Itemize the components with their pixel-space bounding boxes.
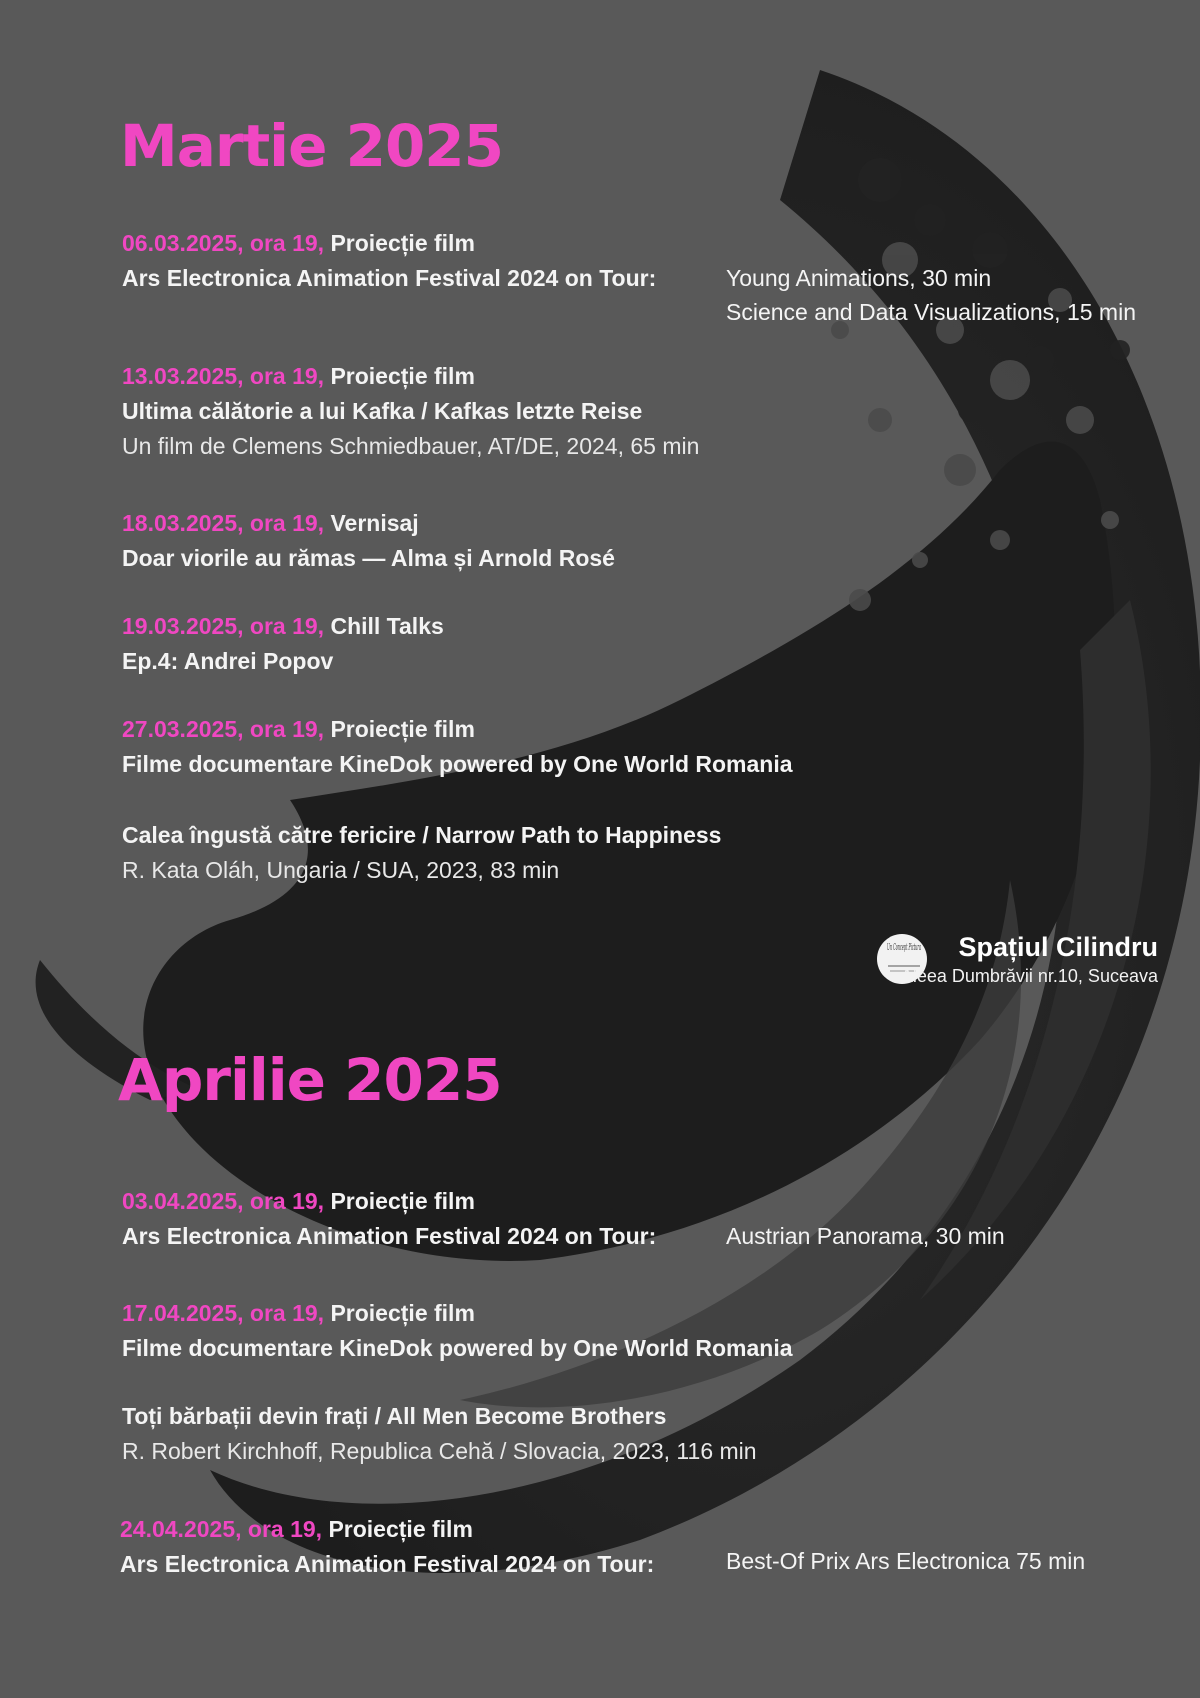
event-part: Science and Data Visualizations, 15 min bbox=[726, 299, 1136, 325]
event-date: 03.04.2025, ora 19, bbox=[122, 1188, 325, 1214]
event-title: Ep.4: Andrei Popov bbox=[122, 648, 334, 674]
event-type: Vernisaj bbox=[330, 510, 419, 536]
event-details: R. Robert Kirchhoff, Republica Cehă / Slovacia, 2023, 116 min bbox=[122, 1438, 757, 1464]
event-april-17 bbox=[122, 1296, 1182, 1469]
event-type: Proiecție film bbox=[330, 363, 475, 389]
film-title: Toți bărbații devin frați / All Men Become Brothers bbox=[122, 1403, 667, 1429]
event-type: Proiecție film bbox=[330, 1188, 475, 1214]
event-march-19 bbox=[122, 609, 1182, 679]
event-march-06 bbox=[122, 226, 1182, 329]
event-type: Chill Talks bbox=[330, 613, 444, 639]
event-title: Ars Electronica Animation Festival 2024 on Tour: bbox=[122, 265, 657, 291]
event-title: Ultima călătorie a lui Kafka / Kafkas letzte Reise bbox=[122, 398, 643, 424]
event-march-18 bbox=[122, 506, 1182, 576]
event-title: Ars Electronica Animation Festival 2024 on Tour: bbox=[122, 1223, 657, 1249]
venue-name: Spațiul Cilindru bbox=[958, 932, 1158, 962]
event-type: Proiecție film bbox=[330, 230, 475, 256]
event-date: 24.04.2025, ora 19, bbox=[120, 1516, 323, 1542]
event-date: 13.03.2025, ora 19, bbox=[122, 363, 325, 389]
event-title: Ars Electronica Animation Festival 2024 on Tour: bbox=[120, 1551, 655, 1577]
event-title: Doar viorile au rămas — Alma și Arnold Rosé bbox=[122, 545, 615, 571]
venue-address: Aleea Dumbrăvii nr.10, Suceava bbox=[900, 966, 1158, 986]
event-part: Austrian Panorama, 30 min bbox=[726, 1223, 1005, 1249]
event-type: Proiecție film bbox=[328, 1516, 473, 1542]
event-date: 17.04.2025, ora 19, bbox=[122, 1300, 325, 1326]
event-april-03 bbox=[122, 1184, 1182, 1254]
event-title: Filme documentare KineDok powered by One World Romania bbox=[122, 1335, 793, 1361]
event-type: Proiecție film bbox=[330, 716, 475, 742]
event-april-24 bbox=[120, 1512, 1180, 1582]
event-type: Proiecție film bbox=[330, 1300, 475, 1326]
april-heading: Aprilie 2025 bbox=[118, 1046, 502, 1114]
event-march-27 bbox=[122, 712, 1182, 888]
event-date: 18.03.2025, ora 19, bbox=[122, 510, 325, 536]
event-date: 19.03.2025, ora 19, bbox=[122, 613, 325, 639]
event-details: R. Kata Oláh, Ungaria / SUA, 2023, 83 min bbox=[122, 857, 560, 883]
venue-block bbox=[901, 930, 1158, 988]
event-march-13 bbox=[122, 359, 1182, 464]
event-title: Filme documentare KineDok powered by One World Romania bbox=[122, 751, 793, 777]
event-part: Best-Of Prix Ars Electronica 75 min bbox=[726, 1548, 1086, 1574]
event-part: Young Animations, 30 min bbox=[726, 265, 992, 291]
film-title: Calea îngustă către fericire / Narrow Path to Happiness bbox=[122, 822, 722, 848]
march-heading: Martie 2025 bbox=[120, 112, 504, 180]
event-details: Un film de Clemens Schmiedbauer, AT/DE, 2024, 65 min bbox=[122, 433, 700, 459]
event-date: 27.03.2025, ora 19, bbox=[122, 716, 325, 742]
event-date: 06.03.2025, ora 19, bbox=[122, 230, 325, 256]
logo-text: Un Concept Pictura bbox=[887, 943, 921, 953]
